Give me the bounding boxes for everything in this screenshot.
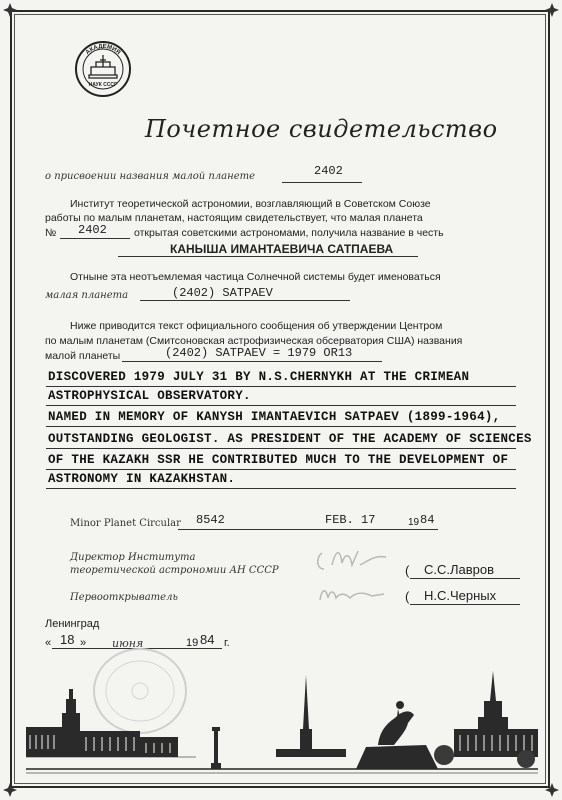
citation-line: DISCOVERED 1979 JULY 31 BY N.S.CHERNYKH AT THE CRIMEAN — [48, 370, 470, 384]
director-role-line2: теоретической астрономии АН СССР — [70, 565, 279, 576]
citation-line: ASTRONOMY IN KAZAKHSTAN. — [48, 472, 236, 486]
emblem-lettering — [74, 40, 132, 98]
citation-underline — [46, 405, 516, 406]
date-year-prefix: 19 — [186, 637, 199, 649]
corner-ornament-icon — [3, 3, 17, 17]
emblem-top-text: АКАДЕМИЯ — [84, 43, 122, 57]
para1-line3: открытая советскими астрономами, получила название в честь — [134, 227, 444, 239]
para1-line1: Институт теоретической астрономии, возглавляющий в Советском Союзе — [70, 198, 431, 210]
corner-ornament-icon — [3, 783, 17, 797]
name-underline — [140, 300, 350, 301]
minor-planet-label: малая планета — [45, 290, 129, 301]
honoree-underline — [118, 256, 418, 257]
director-role-line1: Директор Института — [70, 552, 196, 563]
para3-line1: Ниже приводится текст официального сообщения об утверждении Центром — [70, 320, 443, 332]
date-day: 18 — [60, 632, 75, 647]
no-underline — [60, 238, 130, 239]
director-signature-icon — [312, 543, 392, 577]
planet-number: 2402 — [314, 164, 343, 178]
certificate-title: Почетное свидетельство — [145, 115, 498, 143]
para3-label: малой планеты — [45, 350, 121, 362]
discoverer-signature-icon — [312, 580, 392, 608]
mpc-year-suffix: 84 — [420, 513, 435, 527]
discoverer-role: Первооткрыватель — [70, 592, 178, 603]
director-paren: ( — [405, 563, 410, 578]
minor-planet-name: (2402) SATPAEV — [172, 286, 273, 300]
citation-underline — [46, 469, 516, 470]
mpc-date: FEB. 17 — [325, 513, 376, 527]
discoverer-name: Н.С.Черных — [424, 588, 497, 603]
director-name: С.С.Лавров — [424, 562, 495, 577]
citation-line: ASTROPHYSICAL OBSERVATORY. — [48, 389, 251, 403]
citation-line: OUTSTANDING GEOLOGIST. AS PRESIDENT OF THE ACADEMY OF SCIENCES — [48, 432, 532, 446]
para3-line2: по малым планетам (Смитсоновская астрофизическая обсерватория США) названия — [45, 335, 463, 347]
honoree-name: КАНЫША ИМАНТАЕВИЧА САТПАЕВА — [170, 242, 394, 256]
citation-underline — [46, 448, 516, 449]
para1-no-value: 2402 — [78, 223, 107, 237]
designation-value: (2402) SATPAEV = 1979 OR13 — [165, 346, 353, 360]
date-close-quote: » — [80, 637, 87, 649]
para1-no-label: № — [45, 227, 57, 239]
date-suffix: г. — [224, 637, 230, 649]
discoverer-paren: ( — [405, 589, 410, 604]
director-underline — [410, 578, 520, 579]
discoverer-underline — [410, 604, 520, 605]
para1-line2: работы по малым планетам, настоящим свидетельствует, что малая планета — [45, 212, 423, 224]
date-open-quote: « — [45, 637, 52, 649]
citation-underline — [46, 426, 516, 427]
emblem-bottom-text: НАУК СССР — [88, 82, 118, 88]
number-underline — [282, 182, 362, 183]
citation-underline — [46, 386, 516, 387]
corner-ornament-icon — [545, 783, 559, 797]
citation-underline — [46, 488, 516, 489]
date-year-suffix: 84 — [200, 632, 215, 647]
mpc-underline — [178, 529, 438, 530]
citation-line: NAMED IN MEMORY OF KANYSH IMANTAEVICH SATPAEV (1899-1964), — [48, 410, 501, 424]
corner-ornament-icon — [545, 3, 559, 17]
mpc-number: 8542 — [196, 513, 225, 527]
citation-line: OF THE KAZAKH SSR HE CONTRIBUTED MUCH TO THE DEVELOPMENT OF — [48, 453, 509, 467]
leningrad-skyline-illustration — [26, 665, 538, 780]
para2-line1: Отныне эта неотъемлемая частица Солнечной системы будет именоваться — [70, 271, 441, 283]
mpc-year-prefix: 19 — [408, 517, 420, 528]
mpc-label: Minor Planet Circular — [70, 518, 181, 529]
naming-label: о присвоении названия малой планете — [45, 171, 256, 182]
date-month: июня — [112, 637, 144, 650]
svg-text:АКАДЕМИЯ — [85, 44, 121, 56]
place: Ленинград — [45, 618, 100, 630]
designation-underline — [122, 361, 382, 362]
